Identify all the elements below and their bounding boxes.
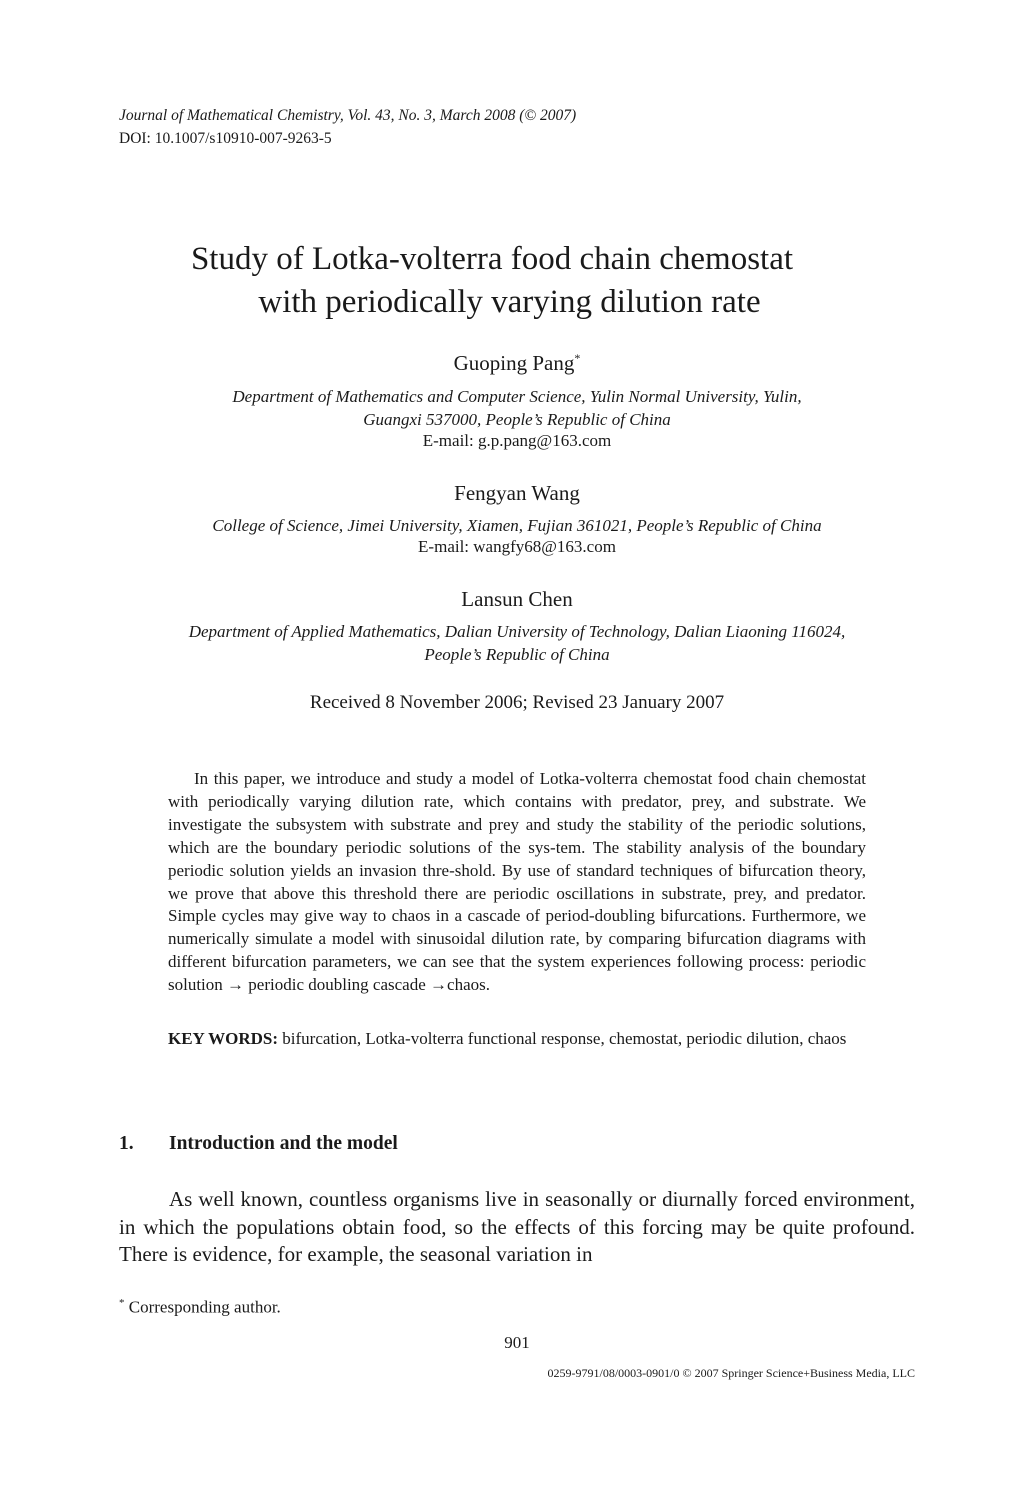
author-affiliation: Guangxi 537000, People’s Republic of China	[363, 410, 671, 429]
keywords	[168, 1028, 866, 1051]
section-number: 1.	[119, 1133, 134, 1154]
author-affiliation: Department of Mathematics and Computer Science, Yulin Normal University, Yulin,	[232, 387, 802, 406]
footnote	[119, 1297, 281, 1318]
paper-title	[0, 238, 1034, 324]
doi: DOI: 10.1007/s10910-007-9263-5	[119, 130, 332, 147]
keywords-text: bifurcation, Lotka-volterra functional response, chemostat, periodic dilution, chaos	[282, 1029, 847, 1048]
author-affiliation: Department of Applied Mathematics, Dalian University of Technology, Dalian Liaoning 116024,	[188, 622, 846, 641]
body-text	[119, 1186, 915, 1269]
author-name: Guoping Pang*	[453, 351, 581, 375]
author-email: E-mail: wangfy68@163.com	[418, 537, 616, 556]
section-title: Introduction and the model	[169, 1133, 398, 1154]
page-number: 901	[504, 1333, 530, 1352]
copyright-line: 0259-9791/08/0003-0901/0 © 2007 Springer Science+Business Media, LLC	[547, 1366, 915, 1380]
footnote-marker: *	[119, 1297, 125, 1309]
section-heading	[119, 1133, 398, 1155]
received-dates: Received 8 November 2006; Revised 23 January 2007	[309, 692, 725, 713]
author-name: Lansun Chen	[461, 587, 573, 611]
footnote-marker: *	[574, 351, 581, 365]
journal-citation: Journal of Mathematical Chemistry, Vol. 43, No. 3, March 2008 (© 2007)	[119, 107, 577, 124]
footnote-text: Corresponding author.	[128, 1297, 281, 1317]
title-line-1: Study of Lotka-volterra food chain chemostat	[190, 241, 794, 277]
author-email: E-mail: g.p.pang@163.com	[422, 431, 612, 450]
abstract-text: In this paper, we introduce and study a model of Lotka-volterra chemostat food chain chemostat with periodically varying dilution rate, which contains with predator, prey, and substrate. We investigate the subsystem with substrate and prey and study the stability of the periodic solutions, which are the boundary periodic solutions of the sys-tem. The stability analysis of the boundary periodic solution yields an invasion thre-shold. By use of standard techniques of bifurcation theory, we prove that above this threshold there are periodic oscillations in substrate, prey, and predator. Simple cycles may give way to chaos in a cascade of period-doubling bifurcations. Furthermore, we numerically simulate a model with sinusoidal dilution rate, by comparing bifurcation diagrams with different bifurcation parameters, we can see that the system experiences following process: periodic solution → periodic doubling cascade →chaos.	[168, 769, 866, 995]
abstract	[168, 768, 866, 997]
keywords-label: KEY WORDS:	[168, 1029, 279, 1048]
author-affiliation: College of Science, Jimei University, Xiamen, Fujian 361021, People’s Republic of China	[212, 516, 822, 535]
title-line-2: with periodically varying dilution rate	[258, 284, 761, 320]
author-affiliation: People’s Republic of China	[424, 645, 610, 664]
author-name: Fengyan Wang	[454, 481, 580, 505]
body-paragraph: As well known, countless organisms live in seasonally or diurnally forced environment, in which the populations obtain food, so the effects of this forcing may be quite profound. There is evidence, for example, the seasonal variation in	[119, 1187, 915, 1266]
